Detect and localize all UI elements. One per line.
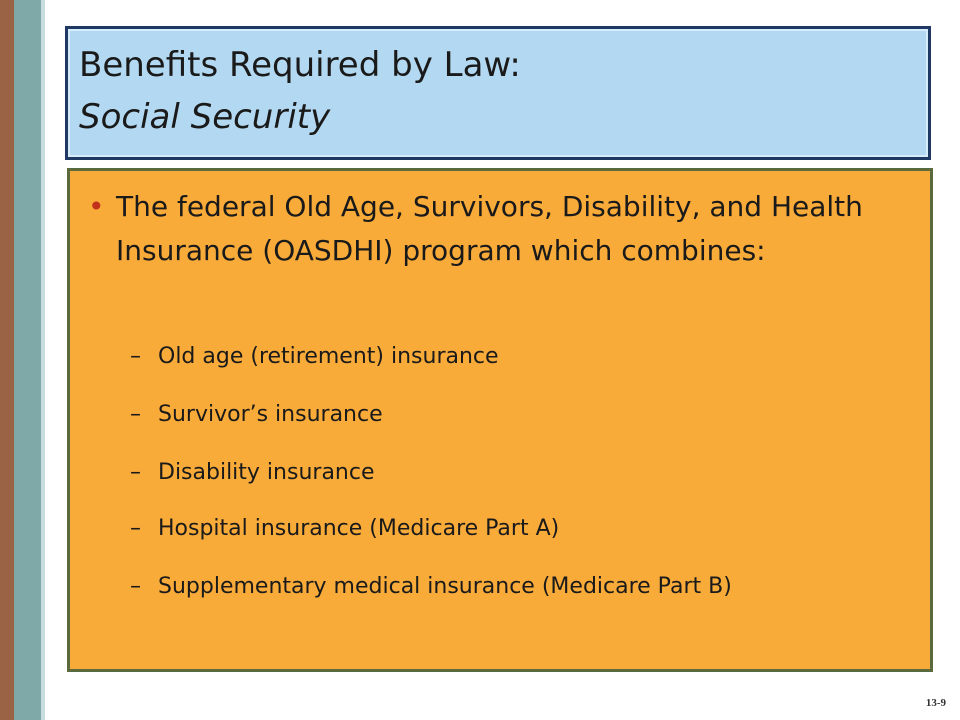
left-stripe-light — [41, 0, 45, 720]
sub-bullet-text: Hospital insurance (Medicare Part A) — [158, 516, 560, 541]
dash-icon: – — [130, 574, 141, 599]
sub-bullet — [130, 397, 910, 433]
dash-icon: – — [130, 402, 141, 427]
slide-subtitle: Social Security — [79, 97, 331, 137]
main-bullet — [88, 185, 908, 273]
dash-icon: – — [130, 516, 141, 541]
left-stripe-brown — [0, 0, 14, 720]
dash-icon: – — [130, 460, 141, 485]
slide-number: 13-9 — [925, 697, 946, 709]
sub-bullet — [130, 455, 910, 491]
slide-title-box — [65, 26, 931, 160]
slide-title: Benefits Required by Law: — [79, 45, 521, 85]
slide-content-box — [67, 168, 933, 672]
main-bullet-text: The federal Old Age, Survivors, Disability, and Health Insurance (OASDHI) program which combines: — [116, 190, 863, 267]
bullet-dot-icon: • — [88, 190, 105, 223]
sub-bullet — [130, 511, 910, 547]
left-stripe-teal — [14, 0, 41, 720]
sub-bullet-text: Survivor’s insurance — [158, 402, 383, 427]
sub-bullet — [130, 569, 910, 605]
sub-bullet-text: Supplementary medical insurance (Medicare Part B) — [158, 574, 732, 599]
sub-bullet-text: Disability insurance — [158, 460, 375, 485]
sub-bullet — [130, 339, 910, 375]
dash-icon: – — [130, 344, 141, 369]
sub-bullet-text: Old age (retirement) insurance — [158, 344, 499, 369]
